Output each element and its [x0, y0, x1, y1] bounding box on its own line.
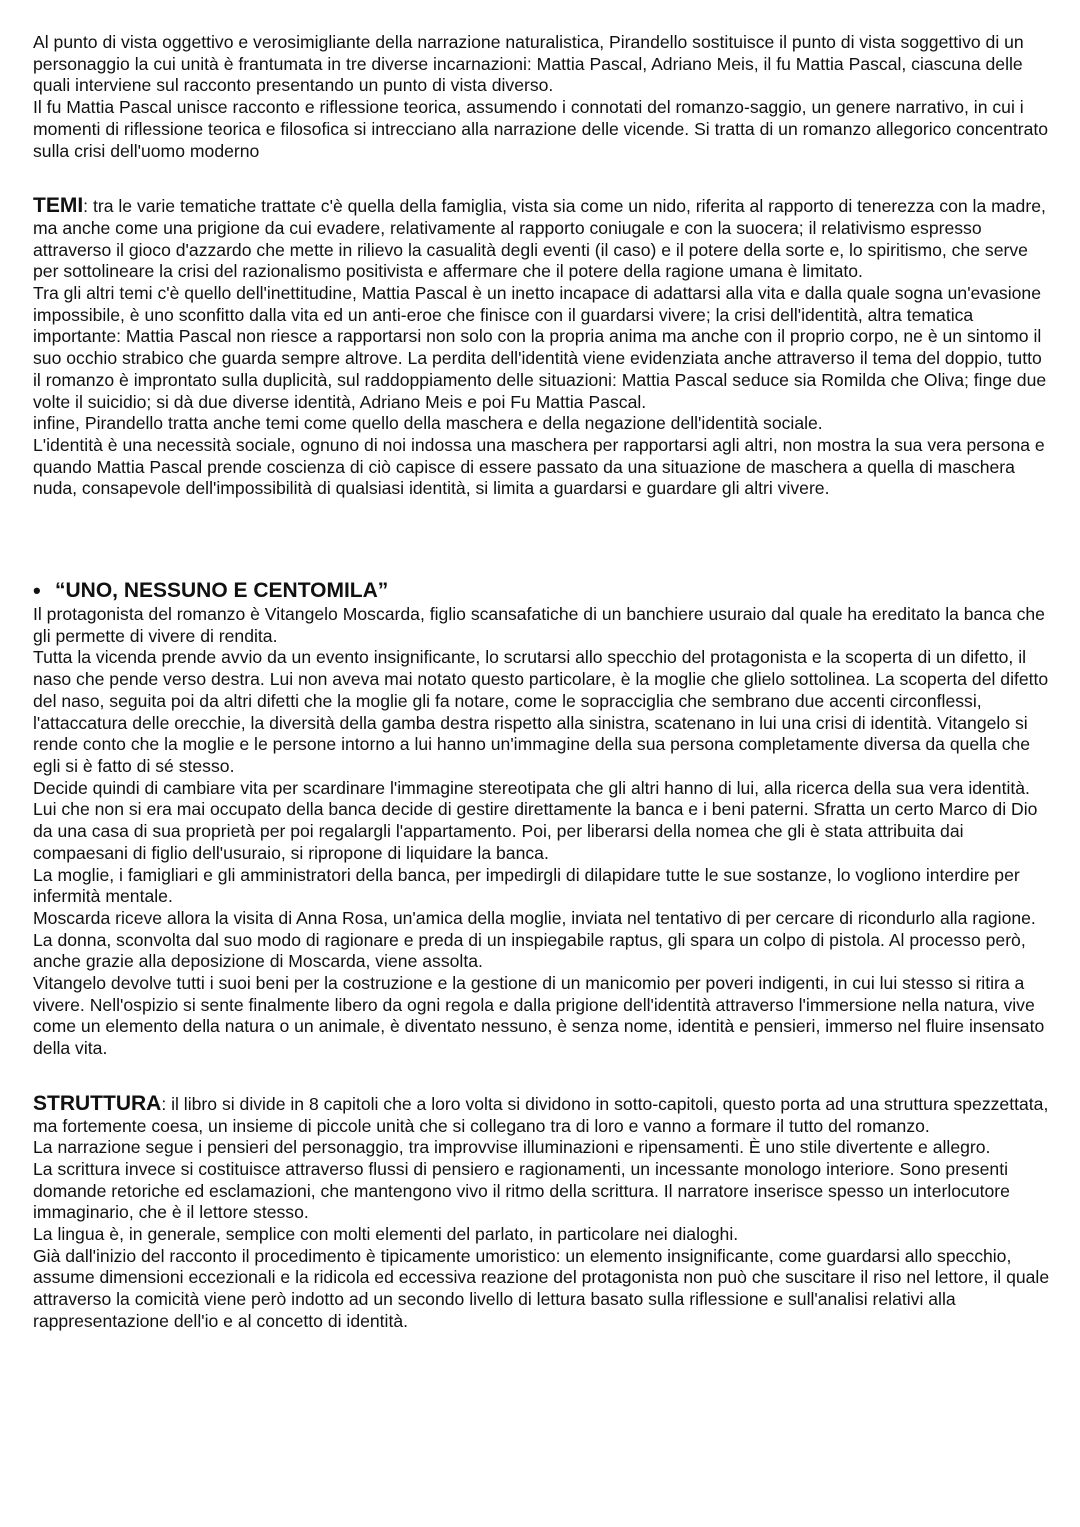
temi-paragraph-3: infine, Pirandello tratta anche temi come quello della maschera e della negazione dell'identità sociale.: [33, 413, 823, 434]
struttura-paragraph-5: Già dall'inizio del racconto il procedimento è tipicamente umoristico: un elemento insignificante, come guardarsi allo specchio, assume dimensioni eccezionali e la ridicola ed eccessiva reazione del protagonista non può che suscitare il riso nel lettore, il quale attraverso la comicità viene però indotto ad un secondo livello di lettura basato sulla riflessione e sull'analisi relativi alla rappresentazione dell'io e al concetto di identità.: [33, 1245, 1050, 1331]
struttura-section: [33, 1093, 1050, 1333]
temi-section: [33, 195, 1050, 500]
uno-paragraph-2: Tutta la vicenda prende avvio da un evento insignificante, lo scrutarsi allo specchio del protagonista e la scoperta di un difetto, il naso che pende verso destra. Lui non aveva mai notato questo particolare, è la moglie che glielo sottolinea. La scoperta del difetto del naso, seguita poi da altri difetti che la moglie gli fa notare, come le sopracciglia che sembrano due accenti circonflessi, l'attaccatura delle orecchie, la diversità della gamba destra rispetto alla sinistra, scatenano in lui una crisi di identità. Vitangelo si rende conto che la moglie e le persone intorno a lui hanno un'immagine della sua persona completamente diversa da quella che egli si è fatto di sé stesso.: [33, 647, 1049, 776]
struttura-paragraph-4: La lingua è, in generale, semplice con molti elementi del parlato, in particolare nei dialoghi.: [33, 1224, 739, 1245]
struttura-paragraph-2: La narrazione segue i pensieri del personaggio, tra improvvise illuminazioni e ripensamenti. È uno stile divertente e allegro.: [33, 1137, 991, 1158]
uno-nessuno-section: [33, 578, 1050, 1060]
intro-section: [33, 32, 1050, 162]
temi-paragraph-4: L'identità è una necessità sociale, ognuno di noi indossa una maschera per rapportarsi agli altri, non mostra la sua vera persona e quando Mattia Pascal prende coscienza di ciò capisce di essere passato da una situazione de maschera a quella di maschera nuda, consapevole dell'impossibilità di qualsiasi identità, si limita a guardarsi e guardare gli altri vivere.: [33, 434, 1045, 499]
uno-paragraph-3: Decide quindi di cambiare vita per scardinare l'immagine stereotipata che gli altri hanno di lui, alla ricerca della sua vera identità.: [33, 777, 1030, 798]
uno-paragraph-1: Il protagonista del romanzo è Vitangelo Moscarda, figlio scansafatiche di un banchiere usuraio dal quale ha ereditato la banca che gli permette di vivere di rendita.: [33, 604, 1045, 646]
spacer: [33, 500, 1050, 578]
spacer: [33, 1060, 1050, 1093]
intro-paragraph-2: Il fu Mattia Pascal unisce racconto e riflessione teorica, assumendo i connotati del romanzo-saggio, un genere narrativo, in cui i momenti di riflessione teorica e filosofica si intrecciano alla narrazione delle vicende. Si tratta di un romanzo allegorico concentrato sulla crisi dell'uomo moderno: [33, 97, 1049, 161]
intro-paragraph-1: Al punto di vista oggettivo e verosimigliante della narrazione naturalistica, Pirandello sostituisce il punto di vista soggettivo di un personaggio la cui unità è frantumata in tre diverse incarnazioni: Mattia Pascal, Adriano Meis, il fu Mattia Pascal, ciascuna delle quali interviene sul racconto presentando un punto di vista diverso.: [33, 32, 1024, 96]
struttura-paragraph-1-text: : il libro si divide in 8 capitoli che a loro volta si dividono in sotto-capitoli, questo porta ad una struttura spezzettata, ma fortemente coesa, un insieme di piccole unità che si collegano tra di loro e vanno a formare il tutto del romanzo.: [33, 1093, 1049, 1136]
bullet-icon: •: [33, 578, 41, 604]
temi-heading: TEMI: [33, 194, 84, 218]
section-heading-text: “UNO, NESSUNO E CENTOMILA”: [55, 579, 389, 603]
temi-paragraph-2: Tra gli altri temi c'è quello dell'inettitudine, Mattia Pascal è un inetto incapace di adattarsi alla vita e dalla quale sogna un'evasione impossibile, è uno sconfitto dalla vita ed un anti-eroe che finisce con il guardarsi vivere; la crisi dell'identità, altra tematica importante: Mattia Pascal non riesce a rapportarsi non solo con la propria anima ma anche con il proprio corpo, ne è un sintomo il suo occhio strabico che guarda sempre altrove. La perdita dell'identità viene evidenziata anche attraverso il tema del doppio, tutto il romanzo è improntato sulla duplicità, sul raddoppiamento delle situazioni: Mattia Pascal seduce sia Romilda che Oliva; finge due volte il suicidio; si dà due diverse identità, Adriano Meis e poi Fu Mattia Pascal.: [33, 283, 1047, 412]
uno-paragraph-5: La moglie, i famigliari e gli amministratori della banca, per impedirgli di dilapidare tutte le sue sostanze, lo vogliono interdire per infermità mentale.: [33, 864, 1020, 907]
temi-paragraph-1: [33, 195, 1050, 283]
spacer: [33, 162, 1050, 195]
section-heading: [33, 578, 1050, 604]
temi-paragraph-1-text: : tra le varie tematiche trattate c'è quella della famiglia, vista sia come un nido, riferita al rapporto di tenerezza con la madre, ma anche come una prigione da cui evadere, relativamente al rapporto coniugale e con la suocera; il relativismo espresso attraverso il gioco d'azzardo che mette in rilievo la casualità degli eventi (il caso) e il potere della sorte e, lo spiritismo, che serve per sottolineare la crisi del razionalismo positivista e affermare che il potere della ragione umana è limitato.: [33, 196, 1046, 282]
struttura-paragraph-3: La scrittura invece si costituisce attraverso flussi di pensiero e ragionamenti, un incessante monologo interiore. Sono presenti domande retoriche ed esclamazioni, che mantengono vivo il ritmo della scrittura. Il narratore inserisce spesso un interlocutore immaginario, che è il lettore stesso.: [33, 1158, 1010, 1223]
uno-paragraph-7: Vitangelo devolve tutti i suoi beni per la costruzione e la gestione di un manicomio per poveri indigenti, in cui lui stesso si ritira a vivere. Nell'ospizio si sente finalmente libero da ogni regola e dalla prigione dell'identità attraverso l'immersione nella natura, vive come un elemento della natura o un animale, è diventato nessuno, è senza nome, identità e pensieri, immerso nel fluire insensato della vita.: [33, 973, 1045, 1059]
uno-paragraph-4: Lui che non si era mai occupato della banca decide di gestire direttamente la banca e i beni paterni. Sfratta un certo Marco di Dio da una casa di sua proprietà per poi regalargli l'appartamento. Poi, per liberarsi della nomea che gli è stata attribuita dai compaesani di figlio dell'usuraio, si ripropone di liquidare la banca.: [33, 799, 1038, 863]
struttura-heading: STRUTTURA: [33, 1091, 162, 1115]
struttura-paragraph-1: [33, 1093, 1050, 1137]
uno-paragraph-6: Moscarda riceve allora la visita di Anna Rosa, un'amica della moglie, inviata nel tentativo di per cercare di ricondurlo alla ragione. La donna, sconvolta dal suo modo di ragionare e preda di un inspiegabile raptus, gli spara un colpo di pistola. Al processo però, anche grazie alla deposizione di Moscarda, viene assolta.: [33, 907, 1036, 972]
